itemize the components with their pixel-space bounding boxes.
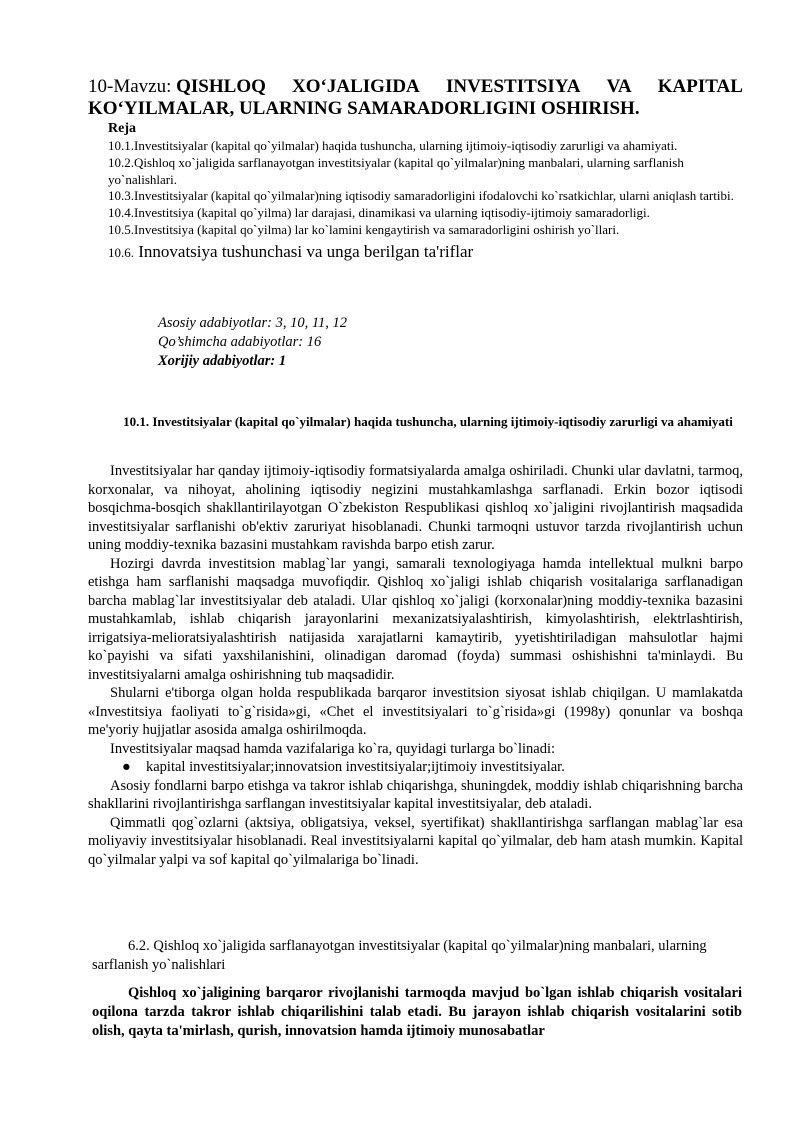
section-heading-2: 6.2. Qishloq xo`jaligida sarflanayotgan investitsiyalar (kapital qo`yilmalar)ning manbalari, ularning sarflanish yo`nalishlari	[92, 938, 707, 973]
title-line-1	[88, 76, 743, 98]
section-body	[88, 462, 743, 869]
topic-number: 10-Mavzu: QISHLOQ	[88, 76, 266, 97]
section-heading: 10.1. Investitsiyalar (kapital qo`yilmalar) haqida tushuncha, ularning ijtimoiy-iqtisodiy zarurligi va ahamiyati	[123, 414, 733, 429]
literature-main: Asosiy adabiyotlar: 3, 10, 11, 12	[158, 315, 348, 331]
plan-list	[108, 138, 748, 264]
literature-foreign: Xorijiy adabiyotlar: 1	[158, 353, 287, 369]
plan-item-number: 10.6.	[108, 244, 134, 260]
topic-title	[88, 76, 743, 120]
title-word: VA	[606, 76, 632, 97]
literature-extra: Qo’shimcha adabiyotlar: 16	[158, 334, 322, 350]
bullet-item: ● kapital investitsiyalar;innovatsion investitsiyalar;ijtimoiy investitsiyalar.	[122, 759, 565, 775]
bold-paragraph: Qishloq xo`jaligining barqaror rivojlanishi tarmoqda mavjud bo`lgan ishlab chiqarish vositalari oqilona tarzda takror ishlab chiqarilishini talab etadi. Bu jarayon ishlab chiqarish vositalarini sotib olish, qayta ta'mirlash, qurish, innovatsion hamda ijtimoiy munosabatlar	[92, 985, 742, 1039]
plan-label: Reja	[108, 121, 136, 136]
literature-list	[158, 314, 347, 371]
title-line-2: KO‘YILMALAR, ULARNING SAMARADORLIGINI OSHIRISH.	[88, 98, 640, 119]
paragraph: Qimmatli qog`ozlarni (aktsiya, obligatsiya, veksel, syertifikat) shakllantirishga sarflangan mablag`lar esa moliyaviy investitsiyalar hisoblanadi. Real investitsiyalarni kapital qo`yilmalar, deb ham atash mumkin. Kapital qo`yilmalar yalpi va sof kapital qo`yilmalariga bo`linadi.	[88, 814, 743, 868]
plan-item: 10.3.Investitsiyalar (kapital qo`yilmalar)ning iqtisodiy samaradorligini ifodalovchi ko`rsatkichlar, ularni aniqlash tartibi.	[108, 188, 734, 204]
paragraph: Hozirgi davrda investitsion mablag`lar yangi, samarali texnologiyaga hamda intellektual mulkni barpo etishga ham sarflanishi maqsadga muvofiqdir. Qishloq xo`jaligi ishlab chiqarish vositalariga sarflanadigan barcha mablag`lar investitsiyalar deb ataladi. Ular qishloq xo`jaligi (korxonalar)ning moddiy-texnika bazasini mustahkamlab, ishlab chiqarish jarayonlarini mexanizatsiyalashtirish, kimyolashtirish, elektrlashtirish, irrigatsiya-melioratsiyalashtirish natijasida xarajatlarni kamaytirib, yyetishtiriladigan mahsulotlar hajmi ko`payishi va sifati yaxshilanishini, olinadigan daromad (foyda) summasi oshishishni ta'minlaydi. Bu investitsiyalarni amalga oshirishning tub maqsadidir.	[88, 555, 743, 683]
paragraph: Shularni e'tiborga olgan holda respublikada barqaror investitsion siyosat ishlab chiqilgan. U mamlakatda «Investitsiya faoliyati to`g`risida»gi, «Chet el investitsiyalari to`g`risida»gi (1998y) qonunlar va boshqa me'yoriy hujjatlar asosida amalga oshirilmoqda.	[88, 685, 743, 738]
plan-item: 10.4.Investitsiya (kapital qo`yilma) lar darajasi, dinamikasi va ularning iqtisodiy-ijtimoiy samaradorligi.	[108, 205, 650, 221]
plan-item: 10.5.Investitsiya (kapital qo`yilma) lar ko`lamini kengaytirish va samaradorligini oshirish yo`llari.	[108, 221, 620, 237]
title-word: INVESTITSIYA	[445, 76, 581, 97]
bullet-icon: ●	[122, 759, 131, 775]
title-word: KAPITAL	[657, 76, 743, 97]
paragraph: Asosiy fondlarni barpo etishga va takror ishlab chiqarishga, shuningdek, moddiy ishlab chiqarishning barcha shakllarini rivojlantirishga sarflangan investitsiyalar kapital investitsiyalar, deb ataladi.	[88, 777, 743, 812]
plan-item: 10.1.Investitsiyalar (kapital qo`yilmalar) haqida tushuncha, ularning ijtimoiy-iqtisodiy zarurligi va ahamiyati.	[108, 138, 678, 153]
plan-item: 10.2.Qishloq xo`jaligida sarflanayotgan investitsiyalar (kapital qo`yilmalar)ning manbalari, ularning sarflanish yo`nalishlari.	[108, 154, 684, 187]
plan-item	[108, 241, 748, 264]
paragraph: Investitsiyalar maqsad hamda vazifalariga ko`ra, quyidagi turlarga bo`linadi:	[110, 740, 556, 757]
title-word: XO‘JALIGIDA	[292, 76, 420, 97]
plan-item-text: Innovatsiya tushunchasi va unga berilgan ta'riflar	[138, 241, 474, 261]
paragraph: Investitsiyalar har qanday ijtimoiy-iqtisodiy formatsiyalarda amalga oshiriladi. Chunki ular davlatni, tarmoq, korxonalar, va nihoyat, aholining iqtisodiy negizini mustahkamlashga sarflanadi. Erkin bozor iqtisodi bosqichma-bosqich shakllantirilayotgan O`zbekiston Respublikasi qishloq xo`jaligini rivojlantirish maqsadida investitsiyalar sarflanishi ob'ektiv zaruriyat hisoblanadi. Chunki tarmoqni ustuvor tarzda rivojlantirish uchun uning moddiy-texnika bazasini mustahkam ravishda barpo etish zarur.	[88, 463, 743, 553]
